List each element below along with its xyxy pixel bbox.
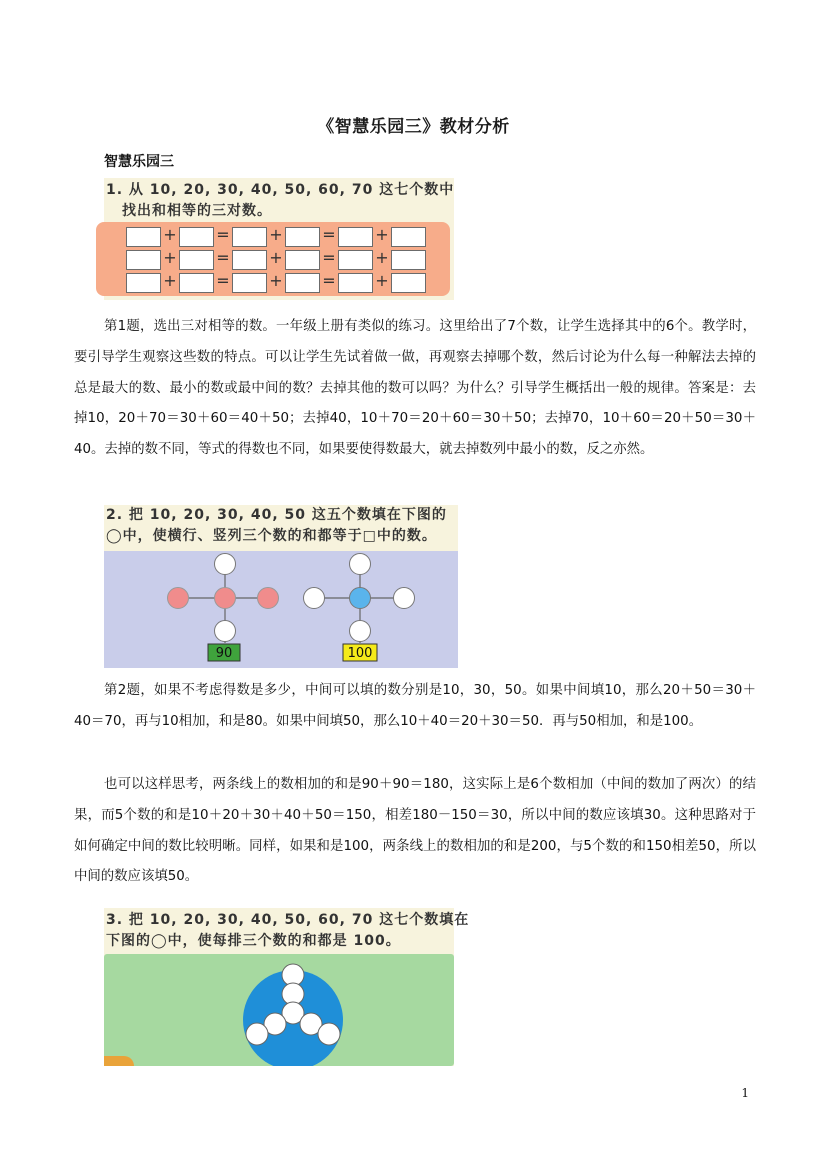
left-cross-right-circle: [258, 588, 279, 609]
problem2-figure: [104, 505, 458, 668]
plus-sign: +: [163, 248, 177, 267]
plus-sign: +: [163, 225, 177, 244]
equation-panel: [96, 222, 450, 296]
equals-sign: =: [322, 248, 336, 267]
equals-sign: =: [216, 225, 230, 244]
problem2-background: [104, 551, 458, 668]
answer-box: [391, 273, 426, 293]
answer-box: [232, 227, 267, 247]
paragraph-problem1: 第1题，选出三对相等的数。一年级上册有类似的练习。这里给出了7个数，让学生选择其中的6个。教学时，要引导学生观察这些数的特点。可以让学生先试着做一做，再观察去掉哪个数，然后讨论为什么每一种解法去掉的总是最大的数、最小的数或最中间的数？去掉其他的数可以吗？为什么？引导学生概括出一般的规律。答案是：去掉10，20＋70＝30＋60＝40＋50；去掉40，10＋70＝20＋60＝30＋50；去掉70，10＋60＝20＋50＝30＋40。去掉的数不同，等式的得数也不同，如果要使得数最大，就去掉数列中最小的数，反之亦然。: [74, 319, 756, 458]
document-title: 《智慧乐园三》教材分析: [317, 117, 510, 137]
answer-box: [285, 250, 320, 270]
equation-row-3: [96, 273, 412, 293]
problem3-figure: [104, 908, 470, 1066]
equals-sign: =: [216, 271, 230, 290]
answer-box: [391, 227, 426, 247]
answer-box: [179, 273, 214, 293]
right-cross-right-circle: [394, 588, 415, 609]
right-cross-center-circle: [350, 588, 371, 609]
problem3-diagram: [104, 954, 454, 1066]
page-curl-shadow: [104, 1056, 134, 1066]
left-cross-left-circle: [168, 588, 189, 609]
right-cross-bottom-circle: [350, 621, 371, 642]
right-target-value: 100: [347, 646, 373, 661]
left-target-value: 90: [215, 646, 233, 661]
answer-box: [126, 250, 161, 270]
problem1-text-line2: 找出和相等的三对数。: [122, 203, 272, 219]
plus-sign: +: [269, 225, 283, 244]
equals-sign: =: [322, 225, 336, 244]
answer-box: [179, 250, 214, 270]
equation-row-2: [96, 250, 412, 270]
answer-box: [285, 227, 320, 247]
paragraph-problem2: 第2题，如果不考虑得数是多少，中间可以填的数分别是10，30，50。如果中间填10，那么20＋50＝30＋40＝70，再与10相加，和是80。如果中间填50，那么10＋40＝20＋30＝50．再与50相加，和是100。: [74, 683, 756, 729]
answer-box: [126, 227, 161, 247]
answer-box: [338, 250, 373, 270]
answer-box: [338, 273, 373, 293]
left-cross-bottom-circle: [215, 621, 236, 642]
problem3-text-line1: 3. 把 10, 20, 30, 40, 50, 60, 70 这七个数填在: [106, 912, 470, 928]
plus-sign: +: [375, 225, 389, 244]
problem3-text-line2: 下图的◯中，使每排三个数的和都是 100。: [106, 933, 401, 949]
problem2-text-line2: ◯中，使横行、竖列三个数的和都等于□中的数。: [106, 528, 437, 544]
page-number: 1: [741, 1086, 749, 1100]
circle-lower-right-outer: [318, 1023, 340, 1045]
paragraph-problem2-alt: 也可以这样思考，两条线上的数相加的和是90＋90＝180，这实际上是6个数相加（中间的数加了两次）的结果，而5个数的和是10＋20＋30＋40＋50＝150，相差180－150＝30，所以中间的数应该填30。这种思路对于如何确定中间的数比较明晰。同样，如果和是100，两条线上的数相加的和是200，与5个数的和150相差50，所以中间的数应该填50。: [74, 777, 756, 885]
plus-sign: +: [163, 271, 177, 290]
answer-box: [338, 227, 373, 247]
answer-box: [179, 227, 214, 247]
answer-box: [285, 273, 320, 293]
equation-row-1: [96, 227, 412, 247]
answer-box: [232, 250, 267, 270]
left-cross-top-circle: [215, 554, 236, 575]
plus-sign: +: [375, 248, 389, 267]
plus-sign: +: [375, 271, 389, 290]
problem1-figure: [104, 178, 454, 300]
plus-sign: +: [269, 271, 283, 290]
answer-box: [126, 273, 161, 293]
answer-box: [232, 273, 267, 293]
circle-lower-left-outer: [246, 1023, 268, 1045]
plus-sign: +: [269, 248, 283, 267]
right-cross-left-circle: [304, 588, 325, 609]
problem1-text-line1: 1. 从 10, 20, 30, 40, 50, 60, 70 这七个数中: [106, 182, 455, 198]
problem2-diagram: [104, 551, 458, 668]
problem2-text-line1: 2. 把 10, 20, 30, 40, 50 这五个数填在下图的: [106, 507, 447, 523]
left-cross-center-circle: [215, 588, 236, 609]
equals-sign: =: [216, 248, 230, 267]
section-heading: 智慧乐园三: [104, 154, 174, 170]
right-cross-top-circle: [350, 554, 371, 575]
equals-sign: =: [322, 271, 336, 290]
answer-box: [391, 250, 426, 270]
